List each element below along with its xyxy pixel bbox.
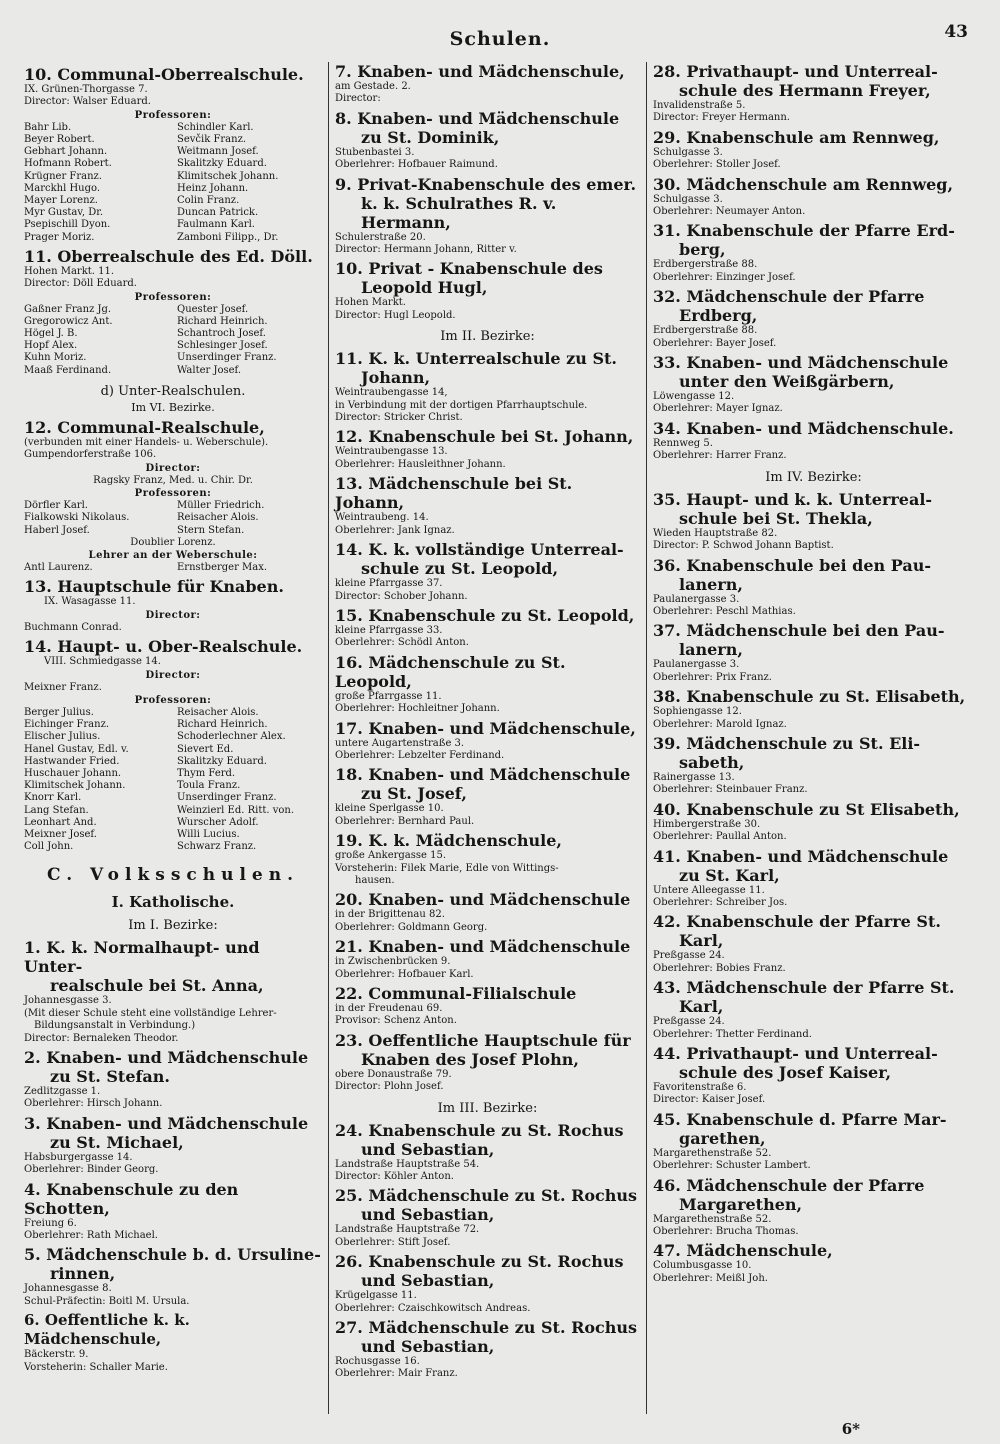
professor: Klimitschek Johann. [24, 780, 126, 792]
school-address: Untere Alleegasse 11. [653, 884, 765, 896]
professor: Wurscher Adolf. [177, 816, 259, 828]
school-address: Landstraße Hauptstraße 54. [335, 1158, 480, 1170]
school-address: IX. Grünen-Thorgasse 7. [24, 84, 148, 95]
school-teacher: Director: [335, 93, 381, 105]
school-teacher: Oberlehrer: Jank Ignaz. [335, 524, 455, 536]
school-teacher-cont: hausen. [355, 874, 395, 886]
school-title: 12. Communal-Realschule, [24, 417, 265, 437]
school-address: Weintraubeng. 14. [335, 512, 429, 524]
school-title: 1. K. k. Normalhaupt- und Unter- [24, 938, 260, 977]
school-director: Director: Walser Eduard. [24, 96, 151, 108]
school-teacher: Oberlehrer: Lebzelter Ferdinand. [335, 749, 505, 761]
school-title: 17. Knaben- und Mädchenschule, [335, 718, 636, 738]
professor: Heinz Johann. [177, 182, 249, 194]
professor: Colin Franz. [177, 195, 240, 207]
professor: Willi Lucius. [177, 828, 240, 840]
school-title-cont: Karl, [679, 931, 724, 951]
professor: Prager Moriz. [24, 231, 95, 243]
school-title-cont: lanern, [679, 640, 743, 660]
school-title-cont: k. k. Schulrathes R. v. Hermann, [361, 193, 557, 232]
school-title: 2. Knaben- und Mädchenschule [24, 1048, 309, 1067]
school-address: Bäckerstr. 9. [24, 1349, 89, 1361]
school-note: (verbunden mit einer Handels- u. Weberschule). [24, 436, 269, 448]
school-address: Preßgasse 24. [653, 1016, 725, 1028]
school-title: 32. Mädchenschule der Pfarre [653, 287, 925, 307]
professor: Reisacher Alois. [177, 706, 259, 718]
school-title: 27. Mädchenschule zu St. Rochus [335, 1318, 638, 1338]
school-teacher: Oberlehrer: Marold Ignaz. [653, 718, 787, 730]
professor: Schantroch Josef. [177, 328, 266, 340]
school-address: Wieden Hauptstraße 82. [653, 527, 778, 539]
teacher: Ernstberger Max. [177, 562, 268, 574]
school-director: Director: Döll Eduard. [24, 278, 137, 290]
school-teacher: Oberlehrer: Stoller Josef. [653, 159, 781, 171]
professor: Doublier Lorenz. [130, 536, 216, 548]
district-heading: Im VI. Bezirke. [131, 400, 215, 414]
school-teacher: Oberlehrer: Thetter Ferdinand. [653, 1028, 812, 1040]
school-title: 5. Mädchenschule b. d. Ursuline- [24, 1245, 321, 1265]
school-title: 14. K. k. vollständige Unterreal- [335, 540, 624, 560]
professor: Myr Gustav, Dr. [24, 207, 104, 219]
school-title-cont: und Sebastian, [361, 1337, 495, 1357]
professor-list [24, 122, 322, 244]
professor: Richard Heinrich. [177, 719, 268, 731]
professor: Thym Ferd. [177, 767, 236, 779]
school-teacher: Oberlehrer: Meißl Joh. [653, 1272, 768, 1284]
school-title: 10. Privat - Knabenschule des [335, 259, 603, 279]
school-title: 6. Oeffentliche k. k. Mädchenschule, [24, 1311, 190, 1349]
professor: Berger Julius. [24, 706, 94, 718]
school-teacher: Oberlehrer: Hausleithner Johann. [335, 458, 506, 470]
professors-label: Professoren: [134, 488, 212, 500]
professor: Mayer Lorenz. [24, 195, 98, 207]
school-teacher: Vorsteherin: Filek Marie, Edle von Wittings- [335, 862, 559, 874]
school-teacher: Oberlehrer: Bobies Franz. [653, 962, 786, 974]
school-teacher: Oberlehrer: Mayer Ignaz. [653, 403, 783, 415]
school-teacher: Director: Hermann Johann, Ritter v. [335, 244, 517, 256]
professor: Marckhl Hugo. [24, 182, 101, 194]
school-address: große Ankergasse 15. [335, 850, 447, 862]
school-address: Landstraße Hauptstraße 72. [335, 1224, 480, 1236]
school-note: in Verbindung mit der dortigen Pfarrhauptschule. [335, 399, 588, 411]
school-address: Weintraubengasse 13. [335, 446, 448, 458]
school-teacher: Oberlehrer: Czaischkowitsch Andreas. [335, 1302, 531, 1314]
school-teacher: Oberlehrer: Neumayer Anton. [653, 206, 806, 218]
school-title: 13. Hauptschule für Knaben. [24, 577, 284, 597]
school-title: 47. Mädchenschule, [653, 1241, 833, 1261]
school-title-cont: schule des Josef Kaiser, [679, 1063, 892, 1082]
professor: Psepischill Dyon. [24, 219, 111, 231]
school-teacher: Oberlehrer: Harrer Franz. [653, 450, 787, 462]
professor: Faulmann Karl. [177, 219, 255, 231]
professor: Gregorowicz Ant. [24, 315, 113, 327]
professor: Toula Franz. [177, 780, 241, 792]
school-title: 8. Knaben- und Mädchenschule [335, 108, 620, 128]
professor: Gaßner Franz Jg. [24, 303, 112, 315]
professor: Fialkowski Nikolaus. [24, 512, 130, 524]
school-title-cont: und Sebastian, [361, 1205, 495, 1225]
school-note: (Mit dieser Schule steht eine vollständige Lehrer- [24, 1007, 277, 1019]
professor: Weitmann Josef. [177, 146, 259, 158]
professor: Skalitzky Eduard. [177, 755, 267, 767]
school-title: 15. Knabenschule zu St. Leopold, [335, 605, 635, 625]
school-teacher: Oberlehrer: Rath Michael. [24, 1230, 158, 1242]
school-address: Freiung 6. [24, 1217, 77, 1229]
school-address: Löwengasse 12. [653, 391, 735, 403]
school-title: 29. Knabenschule am Rennweg, [653, 127, 940, 147]
school-address: Rennweg 5. [653, 437, 713, 449]
school-address: Stubenbastei 3. [335, 146, 415, 158]
page-number: 43 [944, 22, 968, 42]
school-address: Krügelgasse 11. [335, 1290, 417, 1302]
professor: Knorr Karl. [24, 792, 82, 804]
professor: Dörfler Karl. [24, 500, 88, 512]
school-title: 25. Mädchenschule zu St. Rochus [335, 1186, 638, 1206]
school-title: 44. Privathaupt- und Unterreal- [653, 1044, 938, 1063]
school-teacher: Oberlehrer: Hochleitner Johann. [335, 703, 500, 715]
school-address: Sophiengasse 12. [653, 706, 742, 718]
professor: Schwarz Franz. [177, 841, 257, 853]
school-title: 23. Oeffentliche Hauptschule für [335, 1030, 631, 1050]
page-header [18, 20, 982, 60]
school-teacher: Director: Hugl Leopold. [335, 309, 456, 321]
professor: Hofmann Robert. [24, 158, 112, 170]
school-teacher: Oberlehrer: Bayer Josef. [653, 337, 777, 349]
professor-list [24, 304, 322, 377]
section-heading: C. Volksschulen. [46, 865, 300, 886]
column-3 [646, 62, 980, 1414]
school-address: kleine Sperlgasse 10. [335, 803, 444, 815]
school-teacher: Oberlehrer: Schreiber Jos. [653, 896, 788, 908]
school-title: 14. Haupt- u. Ober-Realschule. [24, 637, 303, 657]
school-address: Himbergerstraße 30. [653, 818, 761, 830]
professor: Högel J. B. [24, 328, 78, 340]
school-address: Invalidenstraße 5. [653, 100, 746, 111]
school-title: 42. Knabenschule der Pfarre St. [653, 912, 941, 932]
district-heading: Im III. Bezirke: [437, 1100, 538, 1116]
professor: Kuhn Moriz. [24, 352, 87, 364]
school-title: 4. Knabenschule zu den Schotten, [24, 1179, 239, 1218]
school-title-cont: unter den Weißgärbern, [679, 372, 895, 392]
district-heading: Im I. Bezirke: [128, 918, 218, 934]
professor: Elischer Julius. [24, 731, 101, 743]
professor: Hopf Alex. [24, 340, 78, 352]
school-title-cont: Margarethen, [679, 1194, 803, 1214]
school-title-cont: Leopold Hugl, [361, 278, 488, 298]
school-teacher: Director: Kaiser Josef. [653, 1094, 766, 1106]
school-title-cont: zu St. Michael, [50, 1132, 184, 1152]
professor-list [24, 707, 322, 853]
school-title: 22. Communal-Filialschule [335, 984, 577, 1003]
professor: Zamboni Filipp., Dr. [177, 231, 279, 243]
school-title: 46. Mädchenschule der Pfarre [653, 1175, 925, 1195]
director-label: Director: [145, 609, 201, 621]
school-director: Buchmann Conrad. [24, 621, 122, 633]
school-title: 35. Haupt- und k. k. Unterreal- [653, 489, 933, 509]
school-title: 38. Knabenschule zu St. Elisabeth, [653, 687, 966, 707]
subsection-heading: I. Katholische. [111, 893, 235, 912]
school-title: 40. Knabenschule zu St Elisabeth, [653, 799, 960, 819]
school-title: 21. Knaben- und Mädchenschule [335, 937, 631, 957]
school-address: in der Freudenau 69. [335, 1003, 443, 1014]
school-teacher: Provisor: Schenz Anton. [335, 1015, 457, 1027]
school-title: 28. Privathaupt- und Unterreal- [653, 62, 938, 81]
professor: Quester Josef. [177, 303, 249, 315]
school-title-cont: zu St. Dominik, [361, 127, 500, 147]
school-teacher: Oberlehrer: Prix Franz. [653, 671, 772, 683]
school-address: Columbusgasse 10. [653, 1260, 752, 1272]
school-teacher: Director: Schober Johann. [335, 590, 468, 602]
school-address: Rochusgasse 16. [335, 1356, 420, 1368]
columns [18, 62, 986, 1414]
school-address: am Gestade. 2. [335, 81, 411, 92]
section-heading: d) Unter-Realschulen. [100, 383, 246, 399]
school-title: 11. Oberrealschule des Ed. Döll. [24, 246, 313, 266]
school-address: Rainergasse 13. [653, 771, 735, 783]
school-title: 10. Communal-Oberrealschule. [24, 65, 304, 84]
school-teacher: Oberlehrer: Bernhard Paul. [335, 815, 475, 827]
school-title-cont: schule zu St. Leopold, [361, 559, 559, 579]
professors-label: Professoren: [134, 694, 212, 706]
column-2 [328, 62, 646, 1414]
school-teacher: Director: Freyer Hermann. [653, 112, 790, 124]
professor: Reisacher Alois. [177, 512, 259, 524]
professor: Weinzierl Ed. Ritt. von. [177, 804, 295, 816]
school-address: Erdbergerstraße 88. [653, 325, 758, 337]
school-title: 13. Mädchenschule bei St. Johann, [335, 474, 573, 513]
school-address: Johannesgasse 3. [24, 995, 112, 1007]
school-address: IX. Wasagasse 11. [44, 596, 136, 608]
school-address: Hohen Markt. [335, 297, 406, 309]
professor: Haberl Josef. [24, 524, 90, 536]
school-address: große Pfarrgasse 11. [335, 690, 442, 702]
school-teacher: Oberlehrer: Hofbauer Raimund. [335, 159, 498, 171]
school-address: Paulanergasse 3. [653, 659, 740, 671]
school-title-cont: Erdberg, [679, 306, 758, 326]
school-teacher: Oberlehrer: Schödl Anton. [335, 637, 469, 649]
school-address: Favoritenstraße 6. [653, 1082, 747, 1093]
school-title-cont: realschule bei St. Anna, [50, 976, 264, 996]
professor: Unserdinger Franz. [177, 792, 277, 804]
school-director: Ragsky Franz, Med. u. Chir. Dr. [93, 474, 253, 486]
school-address: Zedlitzgasse 1. [24, 1086, 101, 1097]
school-title-cont: sabeth, [679, 752, 745, 772]
school-director: Meixner Franz. [24, 681, 102, 693]
school-title: 19. K. k. Mädchenschule, [335, 831, 562, 851]
school-title-cont: und Sebastian, [361, 1271, 495, 1291]
school-title-cont: rinnen, [50, 1264, 116, 1284]
school-teacher: Director: Köhler Anton. [335, 1171, 454, 1183]
professors-label: Professoren: [134, 291, 212, 303]
professor: Coll John. [24, 841, 74, 853]
school-teacher: Oberlehrer: Peschl Mathias. [653, 605, 796, 617]
professor: Leonhart And. [24, 816, 97, 828]
school-title: 36. Knabenschule bei den Pau- [653, 555, 931, 575]
professor: Huschauer Johann. [24, 767, 122, 779]
school-teacher: Oberlehrer: Goldmann Georg. [335, 921, 488, 933]
school-address: Schulerstraße 20. [335, 231, 426, 243]
page-title: Schulen. [449, 28, 551, 50]
school-title: 39. Mädchenschule zu St. Eli- [653, 733, 921, 753]
school-address: Johannesgasse 8. [24, 1283, 112, 1295]
school-title-cont: garethen, [679, 1128, 766, 1148]
school-title: 31. Knabenschule der Pfarre Erd- [653, 221, 955, 241]
school-title: 9. Privat-Knabenschule des emer. [335, 174, 637, 194]
school-teacher: Director: Stricker Christ. [335, 412, 463, 424]
district-heading: Im IV. Bezirke: [765, 469, 862, 485]
school-address: kleine Pfarrgasse 33. [335, 624, 443, 636]
professor: Maaß Ferdinand. [24, 364, 112, 376]
school-teacher: Oberlehrer: Brucha Thomas. [653, 1226, 799, 1238]
professor: Walter Josef. [177, 364, 242, 376]
school-title: 33. Knaben- und Mädchenschule [653, 353, 949, 373]
professor: Eichinger Franz. [24, 719, 110, 731]
professor: Krügner Franz. [24, 170, 102, 182]
school-address: Hohen Markt. 11. [24, 265, 115, 277]
school-title: 45. Knabenschule d. Pfarre Mar- [653, 1109, 947, 1129]
director-label: Director: [145, 462, 201, 474]
professor: Hastwander Fried. [24, 755, 120, 767]
school-address: Schulgasse 3. [653, 193, 723, 205]
school-address: in der Brigittenau 82. [335, 909, 445, 921]
school-teacher: Director: Plohn Josef. [335, 1081, 444, 1093]
school-title: 30. Mädchenschule am Rennweg, [653, 174, 954, 194]
school-title: 34. Knaben- und Mädchenschule. [653, 418, 954, 438]
school-teacher: Oberlehrer: Mair Franz. [335, 1368, 458, 1380]
school-teacher: Oberlehrer: Stift Josef. [335, 1236, 451, 1248]
school-teacher: Schul-Präfectin: Boitl M. Ursula. [24, 1295, 190, 1307]
professor: Richard Heinrich. [177, 315, 268, 327]
school-address: Habsburgergasse 14. [24, 1151, 133, 1163]
school-title: 41. Knaben- und Mädchenschule [653, 846, 949, 866]
school-title-cont: Karl, [679, 997, 724, 1017]
school-teacher: Oberlehrer: Steinbauer Franz. [653, 784, 808, 796]
school-address: Preßgasse 24. [653, 950, 725, 962]
professor: Klimitschek Johann. [177, 170, 279, 182]
weber-teachers-label: Lehrer an der Weberschule: [88, 550, 258, 562]
school-title-cont: und Sebastian, [361, 1139, 495, 1159]
professor: Meixner Josef. [24, 828, 97, 840]
school-title: 11. K. k. Unterrealschule zu St. [335, 349, 617, 369]
professor: Gebhart Johann. [24, 146, 108, 158]
district-heading: Im II. Bezirke: [440, 329, 535, 345]
school-title-cont: Johann, [361, 368, 431, 388]
school-title: 20. Knaben- und Mädchenschule [335, 890, 631, 910]
teacher-list [24, 562, 322, 574]
school-title: 26. Knabenschule zu St. Rochus [335, 1252, 624, 1272]
school-teacher: Oberlehrer: Paullal Anton. [653, 831, 787, 843]
professor: Schlesinger Josef. [177, 340, 268, 352]
school-title-cont: Knaben des Josef Plohn, [361, 1049, 579, 1069]
school-teacher: Oberlehrer: Einzinger Josef. [653, 271, 796, 283]
professor: Duncan Patrick. [177, 207, 259, 219]
school-title-cont: berg, [679, 240, 726, 260]
director-label: Director: [145, 669, 201, 681]
school-title: 24. Knabenschule zu St. Rochus [335, 1120, 624, 1140]
school-title-cont: zu St. Josef, [361, 784, 467, 804]
school-title: 43. Mädchenschule der Pfarre St. [653, 978, 955, 998]
school-title: 16. Mädchenschule zu St. Leopold, [335, 652, 566, 691]
school-address: obere Donaustraße 79. [335, 1068, 452, 1080]
school-teacher: Oberlehrer: Hirsch Johann. [24, 1098, 163, 1110]
school-title-cont: schule des Hermann Freyer, [679, 81, 931, 100]
professor: Sievert Ed. [177, 743, 234, 755]
school-teacher: Director: P. Schwod Johann Baptist. [653, 540, 834, 552]
school-address: Paulanergasse 3. [653, 593, 740, 605]
school-title-cont: schule bei St. Thekla, [679, 508, 873, 528]
professor: Schindler Karl. [177, 121, 254, 133]
school-note: Bildungsanstalt in Verbindung.) [34, 1020, 196, 1032]
teacher: Antl Laurenz. [24, 562, 93, 574]
school-address: Schulgasse 3. [653, 146, 723, 158]
professor: Stern Stefan. [177, 524, 245, 536]
school-address: kleine Pfarrgasse 37. [335, 578, 443, 590]
school-title-cont: zu St. Karl, [679, 865, 780, 885]
professor: Unserdinger Franz. [177, 352, 277, 364]
professor: Sevčik Franz. [177, 134, 247, 146]
signature-mark: 6* [841, 1420, 860, 1438]
school-title: 7. Knaben- und Mädchenschule, [335, 62, 625, 81]
school-teacher: Vorsteherin: Schaller Marie. [24, 1361, 168, 1373]
school-address: Margarethenstraße 52. [653, 1213, 772, 1225]
school-address: untere Augartenstraße 3. [335, 737, 465, 749]
school-address: Erdbergerstraße 88. [653, 259, 758, 271]
school-teacher: Oberlehrer: Binder Georg. [24, 1164, 159, 1176]
school-address: Gumpendorferstraße 106. [24, 449, 157, 461]
professor-list [24, 500, 322, 537]
school-title: 3. Knaben- und Mädchenschule [24, 1113, 309, 1133]
column-1 [18, 62, 328, 1414]
professor: Beyer Robert. [24, 134, 95, 146]
professor: Skalitzky Eduard. [177, 158, 267, 170]
professor: Hanel Gustav, Edl. v. [24, 743, 129, 755]
school-teacher: Oberlehrer: Schuster Lambert. [653, 1160, 811, 1172]
school-address: Margarethenstraße 52. [653, 1147, 772, 1159]
school-director: Director: Bernaleken Theodor. [24, 1032, 179, 1044]
professor: Schoderlechner Alex. [177, 731, 286, 743]
professor: Müller Friedrich. [177, 500, 265, 512]
professor: Bahr Lib. [24, 121, 72, 133]
school-title-cont: lanern, [679, 574, 743, 594]
school-title: 12. Knabenschule bei St. Johann, [335, 427, 634, 447]
school-title: 37. Mädchenschule bei den Pau- [653, 621, 945, 641]
school-title-cont: zu St. Stefan. [50, 1067, 170, 1086]
professor: Lang Stefan. [24, 804, 89, 816]
professors-label: Professoren: [134, 109, 212, 121]
school-teacher: Oberlehrer: Hofbauer Karl. [335, 968, 474, 980]
school-address: VIII. Schmiedgasse 14. [44, 656, 161, 668]
school-title: 18. Knaben- und Mädchenschule [335, 765, 631, 785]
school-address: Weintraubengasse 14, [335, 387, 448, 399]
school-address: in Zwischenbrücken 9. [335, 956, 451, 968]
